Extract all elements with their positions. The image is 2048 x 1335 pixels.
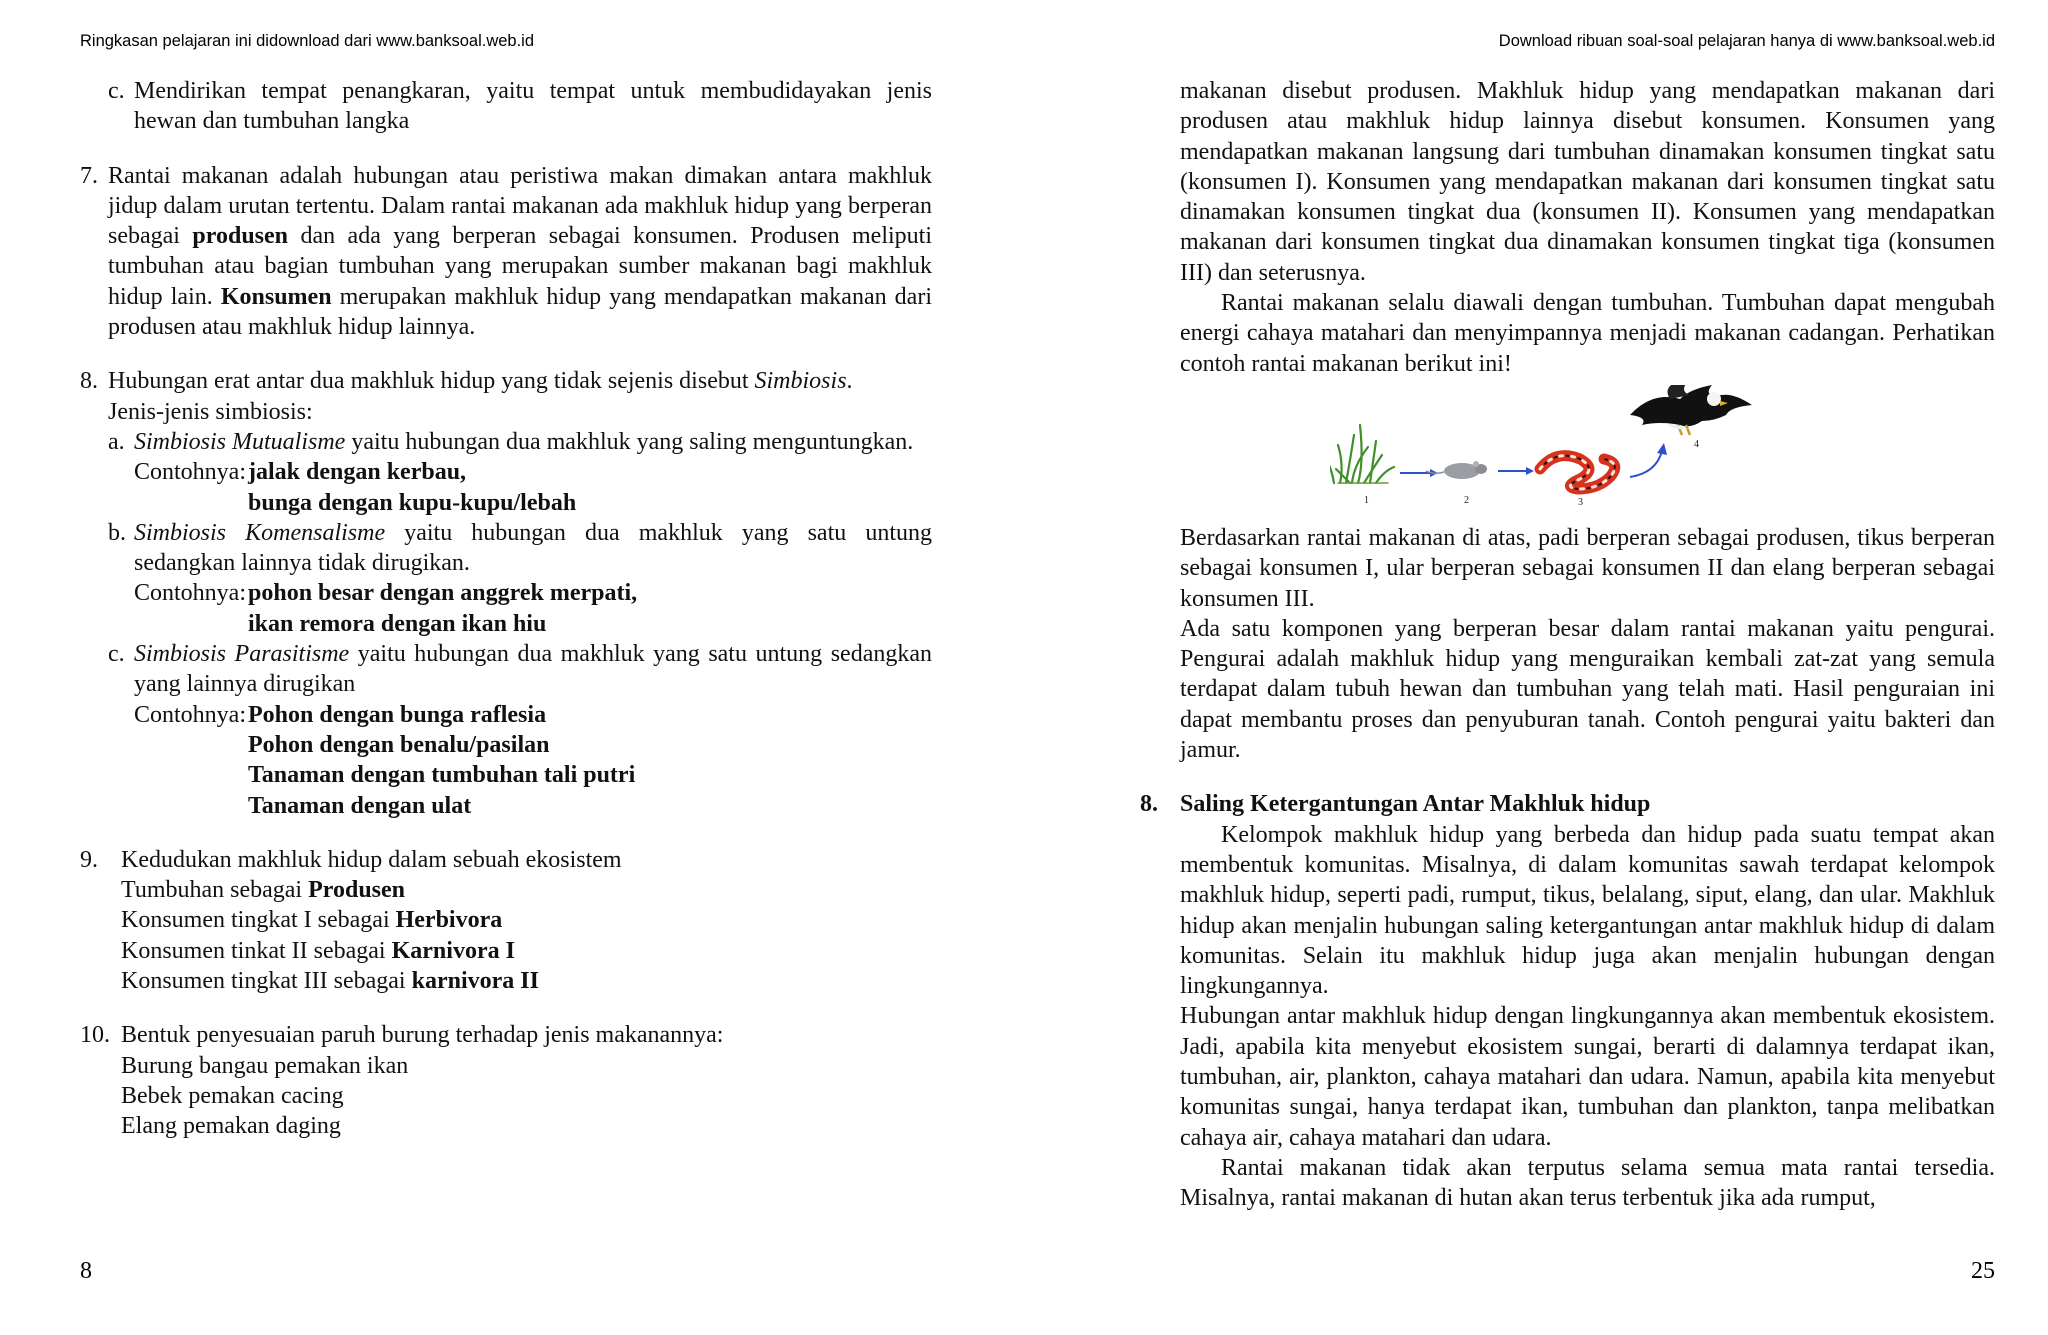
item-letter: a. [108,428,125,455]
position-text: Konsumen tingkat III sebagai [121,968,412,995]
item-letter: b. [108,519,126,546]
item-8-symbiosis [80,366,932,396]
figure-label: 4 [1694,438,1699,450]
item-number: 10. [80,1022,110,1049]
left-page-number: 8 [80,1258,92,1284]
symbiosis-name: Simbiosis Komensalisme [134,519,386,546]
term-simbiosis: Simbiosis [754,368,847,395]
item-title: Kedudukan makhluk hidup dalam sebuah ekosistem [121,846,622,873]
paragraph: makanan disebut produsen. Makhluk hidup yang mendapatkan makanan dari produsen atau makhluk hidup lainnya disebut konsumen. Konsumen yang mendapatkan makanan langsung dari tumbuhan dinamakan konsumen tingkat satu (konsumen I). Konsumen yang mendapatkan makanan dari konsumen tingkat satu dinamakan konsumen tingkat dua (konsumen II). Konsumen yang mendapatkan makanan dari konsumen tingkat dua dinamakan konsumen tingkat tiga (konsumen III) dan seterusnya. [1180,78,1995,286]
mouse-icon [1426,461,1487,479]
section-heading [1140,789,1995,819]
left-running-header: Ringkasan pelajaran ini didownload dari www.banksoal.web.id [80,32,535,50]
figure-label: 2 [1464,494,1469,506]
position-text: Konsumen tinkat II sebagai [121,937,392,964]
symbiosis-types-title: Jenis-jenis simbiosis: [108,398,313,425]
item-10-beak-adaptation [80,1020,932,1141]
symbiosis-desc: yaitu hubungan dua makhluk yang saling menguntungkan. [345,428,914,455]
item-number: 9. [80,846,98,873]
beak-line: Bebek pemakan cacing [121,1082,344,1109]
item-text: merupakan makhluk hidup yang mendapatkan makanan dari produsen atau makhluk hidup lainnya. [108,283,932,341]
left-page [0,0,1010,1335]
right-running-header: Download ribuan soal-soal pelajaran hanya di www.banksoal.web.id [1498,32,1995,50]
item-text: Mendirikan tempat penangkaran, yaitu tempat untuk membudidayakan jenis hewan dan tumbuhan langka [134,78,932,135]
item-title: Bentuk penyesuaian paruh burung terhadap jenis makanannya: [121,1022,724,1049]
item-9-ecosystem-position [80,845,932,996]
position-text: Konsumen tingkat I sebagai [121,907,396,934]
item-text: Rantai makanan adalah hubungan atau peristiwa makan dimakan antara makhluk jidup dalam urutan tertentu. Dalam rantai makanan ada makhluk hidup yang berperan sebagai [108,162,932,250]
example-row [80,457,932,518]
left-column [80,76,932,1142]
symbiosis-type-mutualism [80,427,932,457]
item-7-food-chain [80,161,932,343]
symbiosis-types-title-row [80,397,932,427]
paragraph: Rantai makanan selalu diawali dengan tumbuhan. Tumbuhan dapat mengubah energi cahaya matahari dan menyimpannya menjadi makanan cadangan. Perhatikan contoh rantai makanan berikut ini! [1180,290,1995,377]
figure-label: 1 [1364,494,1369,506]
beak-line: Burung bangau pemakan ikan [121,1052,409,1079]
example-item: pohon besar dengan anggrek merpati, [248,580,638,607]
item-number: 8. [80,368,98,395]
snake-icon [1540,456,1615,489]
section-number: 8. [1140,791,1158,818]
example-row [80,578,932,639]
symbiosis-type-commensalism [80,518,932,579]
example-label: Contohnya: [134,459,246,486]
figure-label: 3 [1578,496,1583,508]
grass-icon [1330,425,1394,483]
item-text: dan ada yang berperan sebagai konsumen. Produsen meliputi tumbuhan atau bagian tumbuhan yang merupakan sumber makanan bagi makhluk hidup lain. [108,223,933,310]
section-title: Saling Ketergantungan Antar Makhluk hidup [1180,791,1651,818]
example-item: jalak dengan kerbau, [248,459,467,486]
food-chain-illustration [1330,385,1790,519]
paragraph: Berdasarkan rantai makanan di atas, padi berperan sebagai produsen, tikus berperan sebagai konsumen I, ular berperan sebagai konsumen II dan elang berperan sebagai konsumen III. [1180,524,1995,612]
right-column [1140,76,1995,1214]
example-item: Pohon dengan bunga raflesia [248,701,547,728]
example-label: Contohnya: [134,701,246,728]
beak-line: Elang pemakan daging [121,1113,341,1140]
symbiosis-desc: yaitu hubungan dua makhluk yang satu untung sedangkan lainnya tidak dirugikan. [134,519,932,577]
paragraph: Ada satu komponen yang berperan besar dalam rantai makanan yaitu pengurai. Pengurai adalah makhluk hidup yang menguraikan kembali zat-zat yang semula terdapat dalam tubuh hewan dan tumbuhan yang telah mati. Hasil penguraian ini dapat membantu proses dan penyuburan tanah. Contoh pengurai yaitu bakteri dan jamur. [1180,615,1995,764]
symbiosis-name: Simbiosis Mutualisme [134,428,346,455]
example-item: Tanaman dengan ulat [248,792,472,819]
term-konsumen: Konsumen [220,283,332,310]
example-item: ikan remora dengan ikan hiu [248,610,547,637]
item-text: Hubungan erat antar dua makhluk hidup yang tidak sejenis disebut [108,368,755,395]
example-item: Tanaman dengan tumbuhan tali putri [248,762,636,789]
paragraph: Kelompok makhluk hidup yang berbeda dan hidup pada suatu tempat akan membentuk komunitas. Misalnya, di dalam komunitas sawah terdapat kelompok makhluk hidup, seperti padi, rumput, tikus, belalang, siput, elang, dan ular. Makhluk hidup akan menjalin hubungan saling ketergantungan antar makhluk hidup di dalam komunitas. Selain itu makhluk hidup juga akan menjalin hubungan dengan lingkungannya. [1180,821,1995,1000]
symbiosis-name: Simbiosis Parasitisme [134,641,350,668]
term-produsen: produsen [192,223,289,250]
item-letter: c. [108,641,125,668]
example-list [246,457,576,518]
arrow-icon [1630,443,1667,477]
example-list [246,700,635,821]
example-item: Pohon dengan benalu/pasilan [248,731,550,758]
paragraph: Rantai makanan tidak akan terputus selama semua mata rantai tersedia. Misalnya, rantai makanan di hutan akan terus terbentuk jika ada rumput, [1180,1154,1995,1212]
item-letter: c. [108,78,125,104]
example-row [80,700,932,821]
position-term: Karnivora I [391,937,515,964]
position-term: Herbivora [395,907,503,934]
item-text: . [846,368,853,395]
right-page-number: 25 [1971,1258,1995,1284]
position-line [121,966,932,996]
food-chain-figure [1180,385,1995,519]
paragraph: Hubungan antar makhluk hidup dengan lingkungannya akan membentuk ekosistem. Jadi, apabila kita menyebut ekosistem sungai, berarti di dalamnya terdapat ikan, tumbuhan, air, plankton, cahaya matahari dan udara. Namun, apabila kita menyebut komunitas sungai, hanya terdapat ikan, tumbuhan dan plankton, tanpa melibatkan cahaya air, cahaya matahari dan udara. [1180,1003,1995,1151]
position-line [121,936,932,966]
position-term: Produsen [308,877,406,904]
eagle-icon [1630,385,1752,435]
position-term: karnivora II [411,968,539,995]
item-number: 7. [80,162,98,189]
position-text: Tumbuhan sebagai [121,877,309,904]
symbiosis-desc: yaitu hubungan dua makhluk yang satu untung sedangkan yang lainnya dirugikan [134,641,932,698]
arrow-icon [1498,467,1534,475]
position-line [121,875,932,905]
example-label: Contohnya: [134,580,246,607]
symbiosis-type-parasitism [80,639,932,700]
conservation-item-c [80,76,932,137]
example-list [246,578,637,639]
right-page [1010,0,2048,1335]
position-line [121,905,932,935]
example-item: bunga dengan kupu-kupu/lebah [248,489,577,516]
